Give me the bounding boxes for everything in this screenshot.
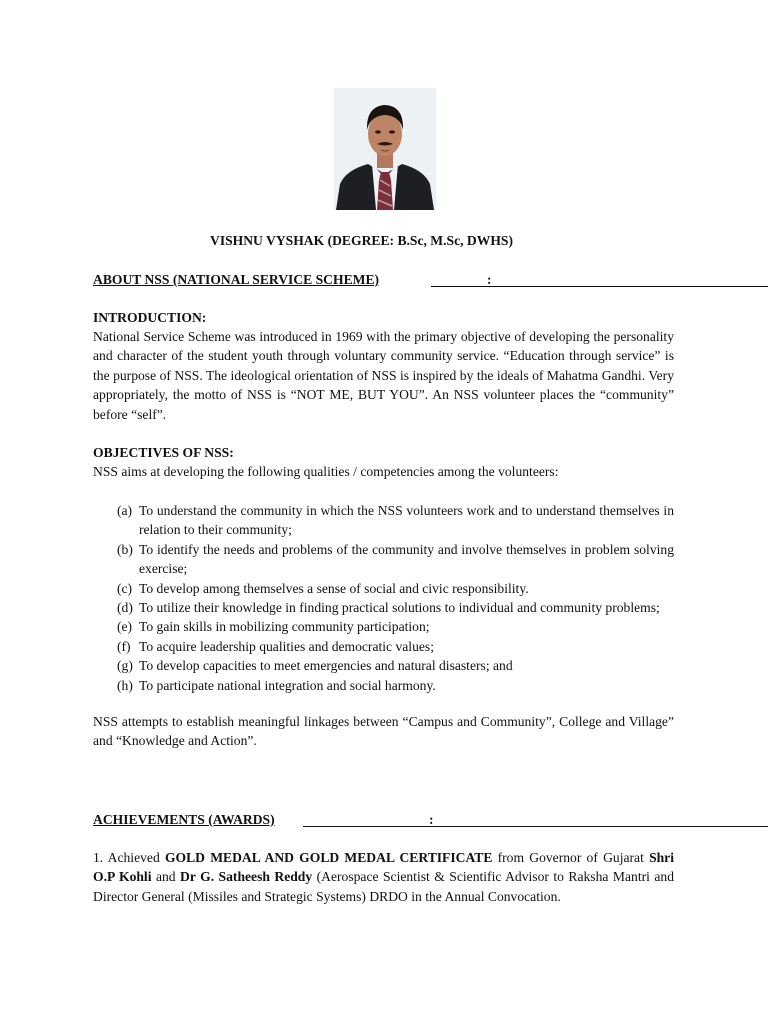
list-marker: (d) [117, 600, 133, 616]
list-marker: (g) [117, 658, 133, 674]
list-item-text: To develop among themselves a sense of social and civic responsibility. [139, 580, 529, 596]
list-item [117, 598, 674, 617]
achievements-colon: : [429, 812, 434, 827]
list-item [117, 540, 674, 579]
list-item [117, 501, 674, 540]
objectives-closing-paragraph: NSS attempts to establish meaningful linkages between “Campus and Community”, College and Village” and “Knowledge and Action”. [93, 714, 674, 749]
achievement-text: and [151, 869, 181, 885]
introduction-heading: INTRODUCTION: [93, 310, 207, 325]
achievement-text: 1. Achieved [93, 850, 165, 865]
list-item-text: To participate national integration and social harmony. [139, 677, 436, 693]
list-item [117, 617, 674, 636]
list-item [117, 579, 674, 598]
objectives-heading: OBJECTIVES OF NSS: [93, 445, 234, 460]
list-marker: (a) [117, 503, 133, 518]
about-nss-underline [431, 286, 768, 287]
person-portrait-image [334, 88, 436, 210]
list-marker: (e) [117, 619, 133, 635]
achievements-underline [303, 826, 768, 827]
achievements-heading [93, 810, 768, 829]
objectives-list [117, 501, 674, 695]
list-item-text: To identify the needs and problems of the community and involve themselves in problem solving exercise; [139, 541, 674, 577]
list-item [117, 676, 674, 695]
achievement-text: from Governor of Gujarat [492, 850, 650, 865]
list-item-text: To utilize their knowledge in finding practical solutions to individual and community problems; [139, 600, 660, 616]
profile-photo [334, 88, 436, 210]
achievement-item-1 [93, 848, 674, 906]
list-item-text: To understand the community in which the NSS volunteers work and to understand themselves in relation to their community; [139, 503, 674, 538]
award-name: GOLD MEDAL AND GOLD MEDAL CERTIFICATE [164, 850, 493, 865]
list-marker: (h) [117, 677, 133, 693]
list-item-text: To gain skills in mobilizing community participation; [139, 619, 430, 635]
achievement-text: (Aerospace Scientist & Scientific Advisor to Raksha Mantri and Director General (Missiles and Strategic Systems) DRDO in the Annual Convocation. [93, 869, 674, 904]
list-marker: (b) [117, 541, 133, 557]
about-nss-colon: : [487, 272, 492, 287]
list-item-text: To acquire leadership qualities and democratic values; [139, 638, 434, 654]
list-item [117, 637, 674, 656]
list-marker: (c) [117, 580, 133, 596]
list-item-text: To develop capacities to meet emergencies and natural disasters; and [139, 658, 513, 674]
introduction-paragraph: National Service Scheme was introduced in 1969 with the primary objective of developing the personality and character of the student youth through voluntary community service. “Education through service” is the purpose of NSS. The ideological orientation of NSS is inspired by the ideals of Mahatma Gandhi. Very appropriately, the motto of NSS is “NOT ME, BUT YOU”. An NSS volunteer places the “community” before “self”. [93, 329, 674, 422]
presenter-name: Dr G. Satheesh Reddy [180, 869, 313, 885]
list-item [117, 656, 674, 675]
presenter-name: Shri O.P Kohli [93, 850, 674, 885]
objectives-intro: NSS aims at developing the following qualities / competencies among the volunteers: [93, 464, 559, 479]
about-nss-heading [93, 270, 768, 289]
about-nss-heading-text: ABOUT NSS (NATIONAL SERVICE SCHEME) [93, 272, 380, 287]
list-marker: (f) [117, 638, 131, 654]
applicant-name-degree: VISHNU VYSHAK (DEGREE: B.Sc, M.Sc, DWHS) [210, 233, 513, 248]
achievements-heading-text: ACHIEVEMENTS (AWARDS) [93, 812, 275, 827]
